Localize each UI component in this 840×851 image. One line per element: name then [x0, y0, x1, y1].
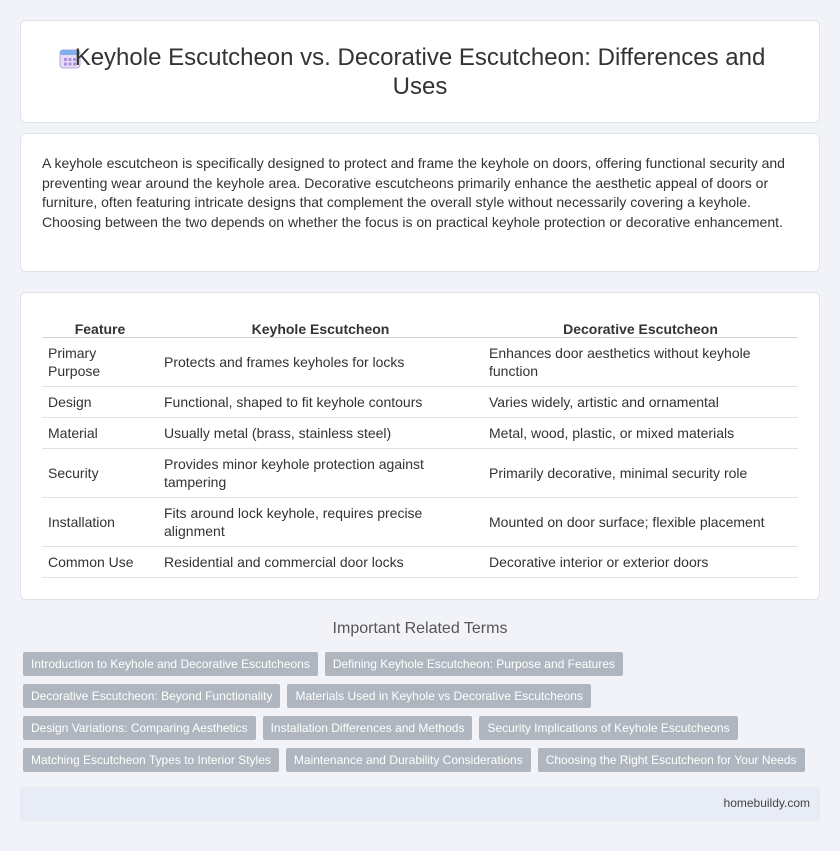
table-row — [42, 547, 798, 578]
cell-decorative: Decorative interior or exterior doors — [483, 547, 798, 578]
related-term-tag[interactable]: Introduction to Keyhole and Decorative Escutcheons — [23, 652, 318, 676]
tag-row — [23, 716, 823, 740]
cell-feature: Material — [42, 418, 158, 449]
table-row — [42, 387, 798, 418]
table-row — [42, 338, 798, 387]
footer — [20, 787, 820, 821]
related-term-tag[interactable]: Materials Used in Keyhole vs Decorative Escutcheons — [287, 684, 590, 708]
cell-feature: Design — [42, 387, 158, 418]
footer-site-link[interactable]: homebuildy.com — [723, 796, 810, 810]
tag-row — [23, 684, 823, 708]
table-row — [42, 498, 798, 547]
cell-keyhole: Provides minor keyhole protection against tampering — [158, 449, 483, 498]
intro-card — [20, 133, 820, 272]
cell-keyhole: Residential and commercial door locks — [158, 547, 483, 578]
cell-decorative: Enhances door aesthetics without keyhole function — [483, 338, 798, 387]
cell-keyhole: Protects and frames keyholes for locks — [158, 338, 483, 387]
table-row — [42, 449, 798, 498]
related-terms-tags — [23, 652, 823, 780]
cell-decorative: Varies widely, artistic and ornamental — [483, 387, 798, 418]
header-keyhole: Keyhole Escutcheon — [158, 315, 483, 338]
intro-paragraph: A keyhole escutcheon is specifically designed to protect and frame the keyhole on doors, offering functional security and preventing wear around the keyhole area. Decorative escutcheons primarily enhance the aesthetic appeal of doors or furniture, often featuring intricate designs that complement the overall style without necessarily covering a keyhole. Choosing between the two depends on whether the focus is on practical keyhole protection or decorative enhancement. — [42, 155, 785, 230]
table-row — [42, 418, 798, 449]
related-term-tag[interactable]: Design Variations: Comparing Aesthetics — [23, 716, 256, 740]
comparison-card — [20, 292, 820, 600]
comparison-table — [42, 315, 798, 578]
cell-keyhole: Usually metal (brass, stainless steel) — [158, 418, 483, 449]
related-term-tag[interactable]: Maintenance and Durability Considerations — [286, 748, 531, 772]
cell-feature: Primary Purpose — [42, 338, 158, 387]
cell-feature: Common Use — [42, 547, 158, 578]
cell-decorative: Primarily decorative, minimal security role — [483, 449, 798, 498]
table-header-row — [42, 315, 798, 338]
related-term-tag[interactable]: Choosing the Right Escutcheon for Your Needs — [538, 748, 805, 772]
related-term-tag[interactable]: Installation Differences and Methods — [263, 716, 473, 740]
related-term-tag[interactable]: Matching Escutcheon Types to Interior Styles — [23, 748, 279, 772]
related-term-tag[interactable]: Decorative Escutcheon: Beyond Functionality — [23, 684, 280, 708]
cell-feature: Security — [42, 449, 158, 498]
header-decorative: Decorative Escutcheon — [483, 315, 798, 338]
related-term-tag[interactable]: Security Implications of Keyhole Escutcheons — [479, 716, 737, 740]
related-terms-title: Important Related Terms — [332, 620, 508, 637]
related-term-tag[interactable]: Defining Keyhole Escutcheon: Purpose and Features — [325, 652, 623, 676]
cell-keyhole: Functional, shaped to fit keyhole contours — [158, 387, 483, 418]
tag-row — [23, 652, 823, 676]
page-title: Keyhole Escutcheon vs. Decorative Escutcheon: Differences and Uses — [74, 44, 766, 100]
cell-feature: Installation — [42, 498, 158, 547]
tag-row — [23, 748, 823, 772]
cell-decorative: Metal, wood, plastic, or mixed materials — [483, 418, 798, 449]
cell-decorative: Mounted on door surface; flexible placement — [483, 498, 798, 547]
cell-keyhole: Fits around lock keyhole, requires precise alignment — [158, 498, 483, 547]
title-card — [20, 20, 820, 123]
header-feature: Feature — [42, 315, 158, 338]
